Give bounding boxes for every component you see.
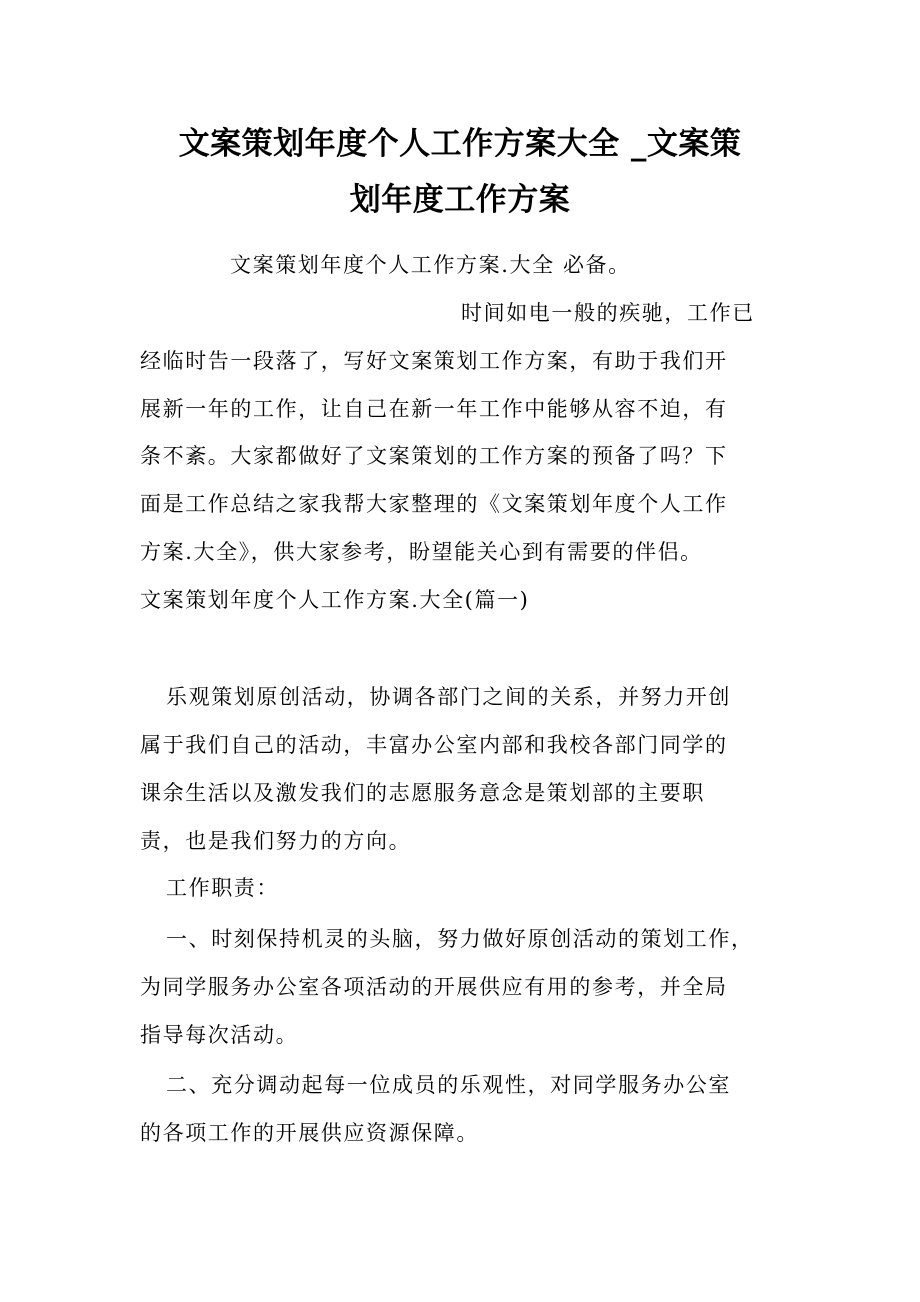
duties-label: 工作职责： [166,876,279,900]
intro-line: 时间如电一般的疾驰，工作已 [461,301,755,325]
intro-line: 方案.大全》，供大家参考，盼望能关心到有需要的伴侣。 [140,540,703,564]
intro-line: 经临时告一段落了，写好文案策划工作方案，有助于我们开 [140,349,728,373]
duty-item-line: 一、时刻保持机灵的头脑，努力做好原创活动的策划工作， [166,927,754,951]
section-heading: 文案策划年度个人工作方案.大全(篇一) [140,588,530,612]
duty-item-line: 为同学服务办公室各项活动的开展供应有用的参考，并全局 [140,975,728,999]
intro-line: 展新一年的工作，让自己在新一年工作中能够从容不迫，有 [140,397,728,421]
duty-item-line: 指导每次活动。 [140,1023,299,1047]
paragraph-line: 属于我们自己的活动，丰富办公室内部和我校各部门同学的 [140,733,728,757]
intro-line: 条不紊。大家都做好了文案策划的工作方案的预备了吗？下 [140,444,728,468]
paragraph-line: 课余生活以及激发我们的志愿服务意念是策划部的主要职 [140,781,705,805]
duty-item-line: 二、充分调动起每一位成员的乐观性，对同学服务办公室 [166,1073,731,1097]
subtitle: 文案策划年度个人工作方案.大全 必备。 [230,253,631,277]
document-title-line-2: 划年度工作方案 [349,182,571,218]
intro-line: 面是工作总结之家我帮大家整理的《文案策划年度个人工作 [140,492,728,516]
document-title-line-1: 文案策划年度个人工作方案大全 _文案策 [178,126,742,162]
duty-item-line: 的各项工作的开展供应资源保障。 [140,1121,479,1145]
paragraph-line: 责，也是我们努力的方向。 [140,829,412,853]
paragraph-line: 乐观策划原创活动，协调各部门之间的关系，并努力开创 [166,685,731,709]
